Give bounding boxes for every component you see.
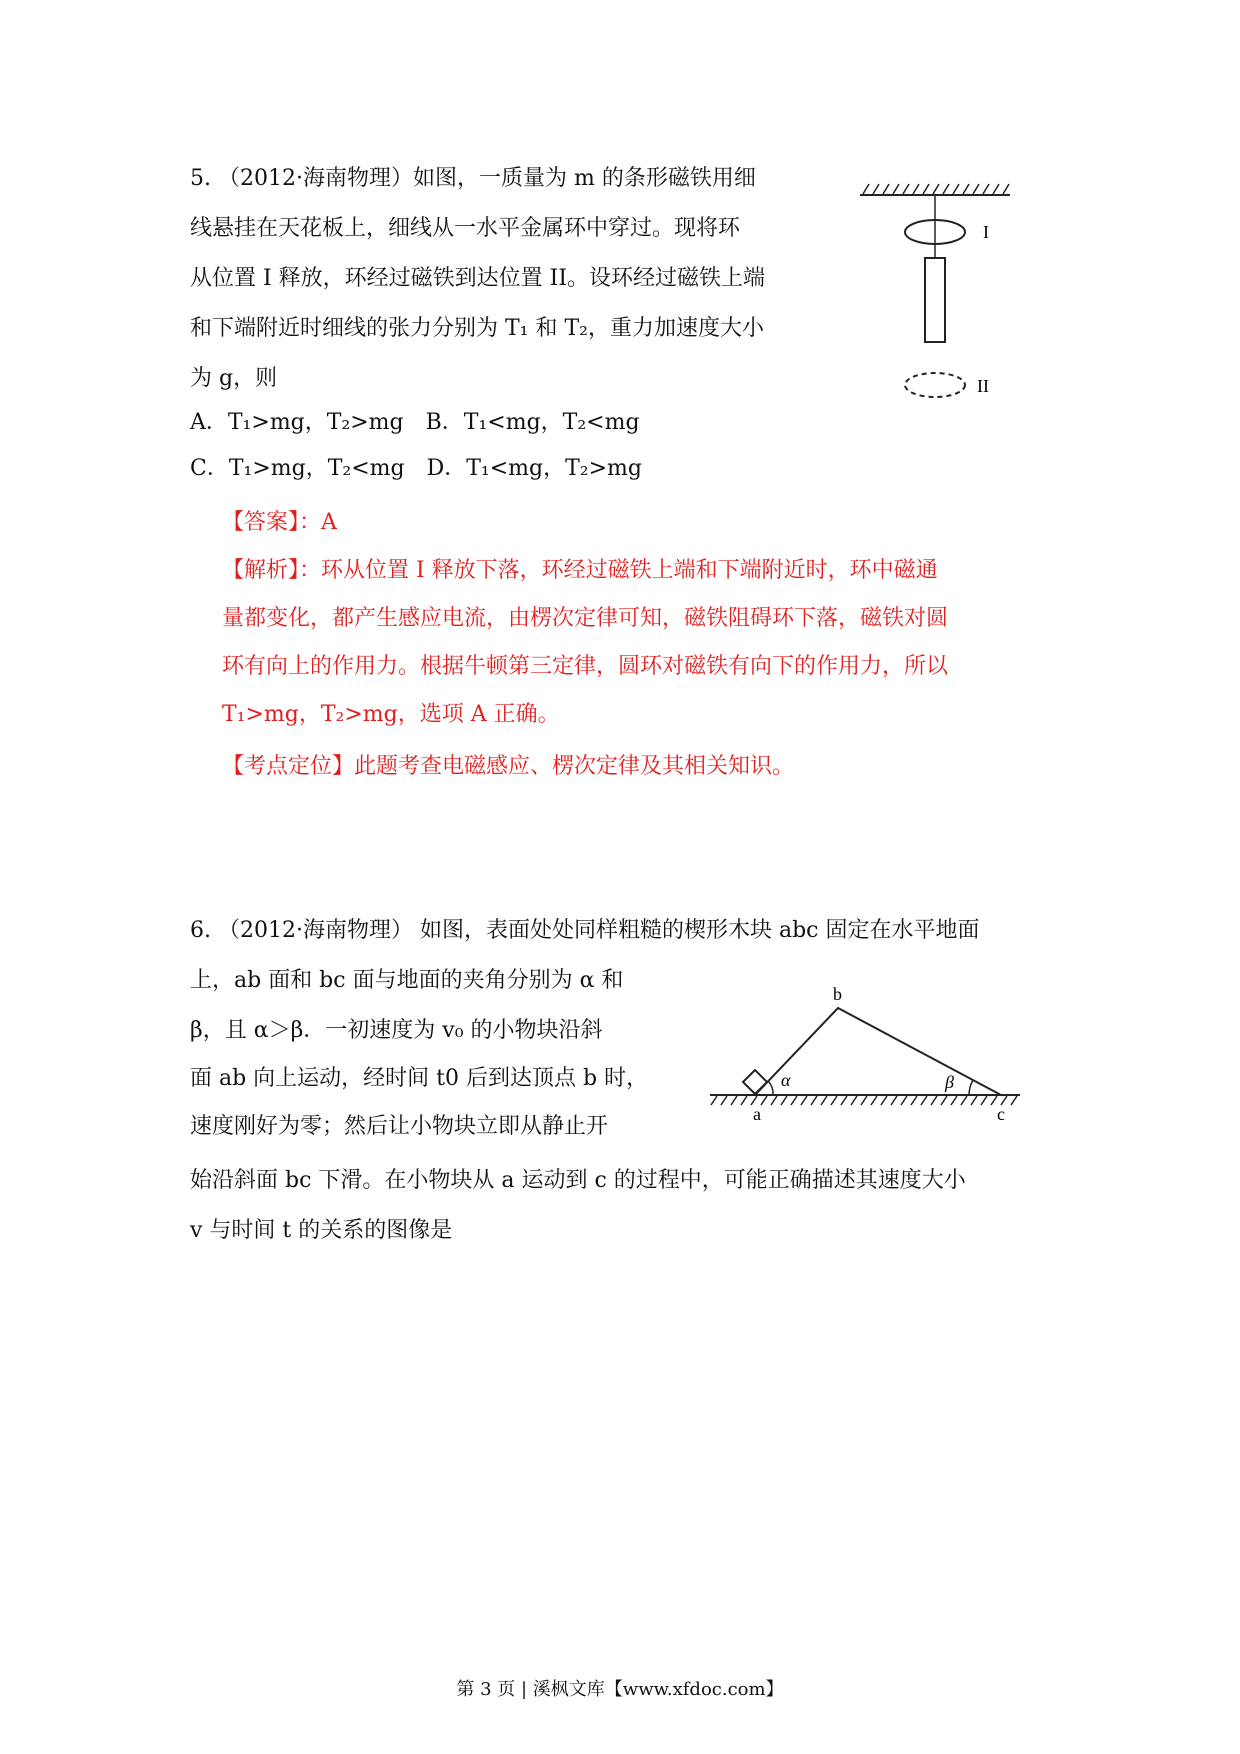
analysis-line-1: 【解析】：环从位置 I 释放下落，环经过磁铁上端和下端附近时，环中磁通 xyxy=(222,558,938,583)
q6-wedge-figure xyxy=(705,960,1025,1130)
q5-option-cd: C．T₁>mg，T₂<mg D．T₁<mg，T₂>mg xyxy=(190,456,642,481)
q5-option-ab: A．T₁>mg，T₂>mg B．T₁<mg，T₂<mg xyxy=(190,410,640,435)
q5-line-4: 和下端附近时细线的张力分别为 T₁ 和 T₂，重力加速度大小 xyxy=(190,316,764,341)
bar-magnet xyxy=(925,258,945,342)
analysis-line-3: 环有向上的作用力。根据牛顿第三定律，圆环对磁铁有向下的作用力，所以 xyxy=(222,654,949,679)
q6-line-1: 6. （2012·海南物理） 如图，表面处处同样粗糙的楔形木块 abc 固定在水平地面 xyxy=(190,918,980,943)
ring-position-2 xyxy=(905,373,965,397)
page-footer: 第 3 页 | 溪枫文库【www.xfdoc.com】 xyxy=(456,1679,784,1700)
label-position-1: I xyxy=(983,222,989,242)
label-beta: β xyxy=(945,1072,954,1092)
label-b: b xyxy=(833,984,842,1004)
q6-line-2: 上，ab 面和 bc 面与地面的夹角分别为 α 和 xyxy=(190,968,624,993)
q6-line-7: v 与时间 t 的关系的图像是 xyxy=(190,1218,453,1243)
label-alpha: α xyxy=(781,1070,791,1090)
q5-magnet-figure xyxy=(855,180,1015,410)
q5-line-1: 5. （2012·海南物理）如图，一质量为 m 的条形磁铁用细 xyxy=(190,166,756,191)
q5-line-5: 为 g，则 xyxy=(190,366,278,391)
beta-arc xyxy=(969,1080,973,1095)
label-a: a xyxy=(753,1104,761,1124)
alpha-arc xyxy=(768,1081,773,1095)
q6-line-6: 始沿斜面 bc 下滑。在小物块从 a 运动到 c 的过程中，可能正确描述其速度大小 xyxy=(190,1168,966,1193)
q6-line-4: 面 ab 向上运动，经时间 t0 后到达顶点 b 时， xyxy=(190,1066,649,1091)
small-block xyxy=(743,1070,767,1094)
q6-line-5: 速度刚好为零；然后让小物块立即从静止开 xyxy=(190,1114,609,1139)
wedge-outline xyxy=(755,1008,1001,1095)
knowledge-point: 【考点定位】此题考查电磁感应、楞次定律及其相关知识。 xyxy=(222,754,795,779)
ceiling-hatch xyxy=(863,184,1009,194)
label-position-2: II xyxy=(977,376,989,396)
analysis-line-2: 量都变化，都产生感应电流，由楞次定律可知，磁铁阻碍环下落，磁铁对圆 xyxy=(222,606,949,631)
q5-line-3: 从位置 I 释放，环经过磁铁到达位置 II。设环经过磁铁上端 xyxy=(190,266,766,291)
label-c: c xyxy=(997,1104,1005,1124)
analysis-line-4: T₁>mg，T₂>mg，选项 A 正确。 xyxy=(222,702,560,727)
q6-line-3: β，且 α＞β．一初速度为 v₀ 的小物块沿斜 xyxy=(190,1018,603,1043)
answer-label: 【答案】：A xyxy=(222,510,337,535)
q5-line-2: 线悬挂在天花板上，细线从一水平金属环中穿过。现将环 xyxy=(190,216,741,241)
